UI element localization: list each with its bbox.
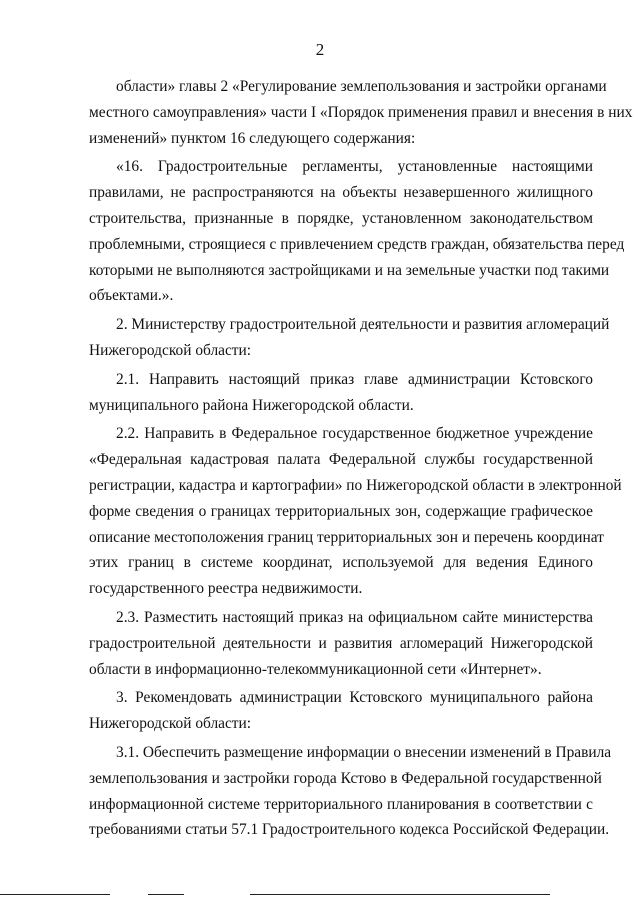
paragraph-line: градостроительной деятельности и развития агломераций Нижегородской bbox=[89, 634, 593, 652]
paragraph-line: которыми не выполняются застройщиками и на земельные участки под такими bbox=[89, 261, 610, 279]
paragraph-line: 2.2. Направить в Федеральное государственное бюджетное учреждение bbox=[116, 425, 593, 443]
paragraph-line: информационной системе территориального планирования в соответствии с bbox=[89, 795, 593, 813]
paragraph-line: 3.1. Обеспечить размещение информации о внесении изменений в Правила bbox=[116, 743, 612, 761]
paragraph-line: 2.1. Направить настоящий приказ главе администрации Кстовского bbox=[116, 370, 593, 388]
paragraph bbox=[89, 74, 633, 151]
paragraph-line: объектами.». bbox=[89, 287, 174, 305]
paragraph-line: «16. Градостроительные регламенты, установленные настоящими bbox=[116, 158, 593, 176]
paragraph-line: местного самоуправления» части I «Порядок применения правил и внесения в них bbox=[89, 103, 633, 121]
page-number: 2 bbox=[315, 40, 325, 59]
paragraph bbox=[89, 740, 612, 843]
paragraph-line: требованиями статьи 57.1 Градостроительного кодекса Российской Федерации. bbox=[89, 821, 610, 839]
paragraph-line: правилами, не распространяются на объекты незавершенного жилищного bbox=[89, 184, 593, 202]
paragraph-line: строительства, признанные в порядке, установленном законодательством bbox=[89, 209, 593, 227]
paragraph-line: 2.3. Разместить настоящий приказ на официальном сайте министерства bbox=[116, 608, 593, 626]
paragraph-line: описание местоположения границ территориальных зон и перечень координат bbox=[89, 528, 604, 546]
paragraph-line: 3. Рекомендовать администрации Кстовского муниципального района bbox=[116, 689, 593, 707]
paragraph-line: муниципального района Нижегородской области. bbox=[89, 396, 414, 414]
footer-rule bbox=[250, 894, 550, 895]
paragraph bbox=[89, 367, 593, 419]
paragraph-line: землепользования и застройки города Кстово в Федеральной государственной bbox=[89, 769, 602, 787]
paragraph-line: изменений» пунктом 16 следующего содержания: bbox=[89, 129, 416, 147]
paragraph bbox=[89, 685, 593, 737]
paragraph-line: области» главы 2 «Регулирование землепользования и застройки органами bbox=[116, 78, 607, 95]
paragraph-line: «Федеральная кадастровая палата Федеральной службы государственной bbox=[89, 451, 593, 469]
footer-rule bbox=[148, 894, 184, 895]
footer-rule bbox=[0, 894, 110, 895]
paragraph bbox=[89, 154, 625, 309]
paragraph-line: проблемными, строящиеся с привлечением средств граждан, обязательства перед bbox=[89, 235, 625, 253]
document-body bbox=[89, 74, 633, 843]
paragraph-line: Нижегородской области: bbox=[89, 341, 252, 359]
paragraph-line: форме сведения о границах территориальных зон, содержащие графическое bbox=[89, 502, 593, 520]
paragraph-line: этих границ в системе координат, используемой для ведения Единого bbox=[89, 554, 593, 572]
paragraph bbox=[89, 605, 593, 682]
paragraph bbox=[89, 421, 622, 602]
paragraph bbox=[89, 312, 610, 364]
paragraph-line: 2. Министерству градостроительной деятельности и развития агломераций bbox=[116, 316, 610, 334]
paragraph-line: Нижегородской области: bbox=[89, 715, 252, 733]
paragraph-line: государственного реестра недвижимости. bbox=[89, 580, 363, 598]
paragraph-line: области в информационно-телекоммуникационной сети «Интернет». bbox=[89, 660, 542, 678]
paragraph-line: регистрации, кадастра и картографии» по Нижегородской области в электронной bbox=[89, 476, 622, 494]
